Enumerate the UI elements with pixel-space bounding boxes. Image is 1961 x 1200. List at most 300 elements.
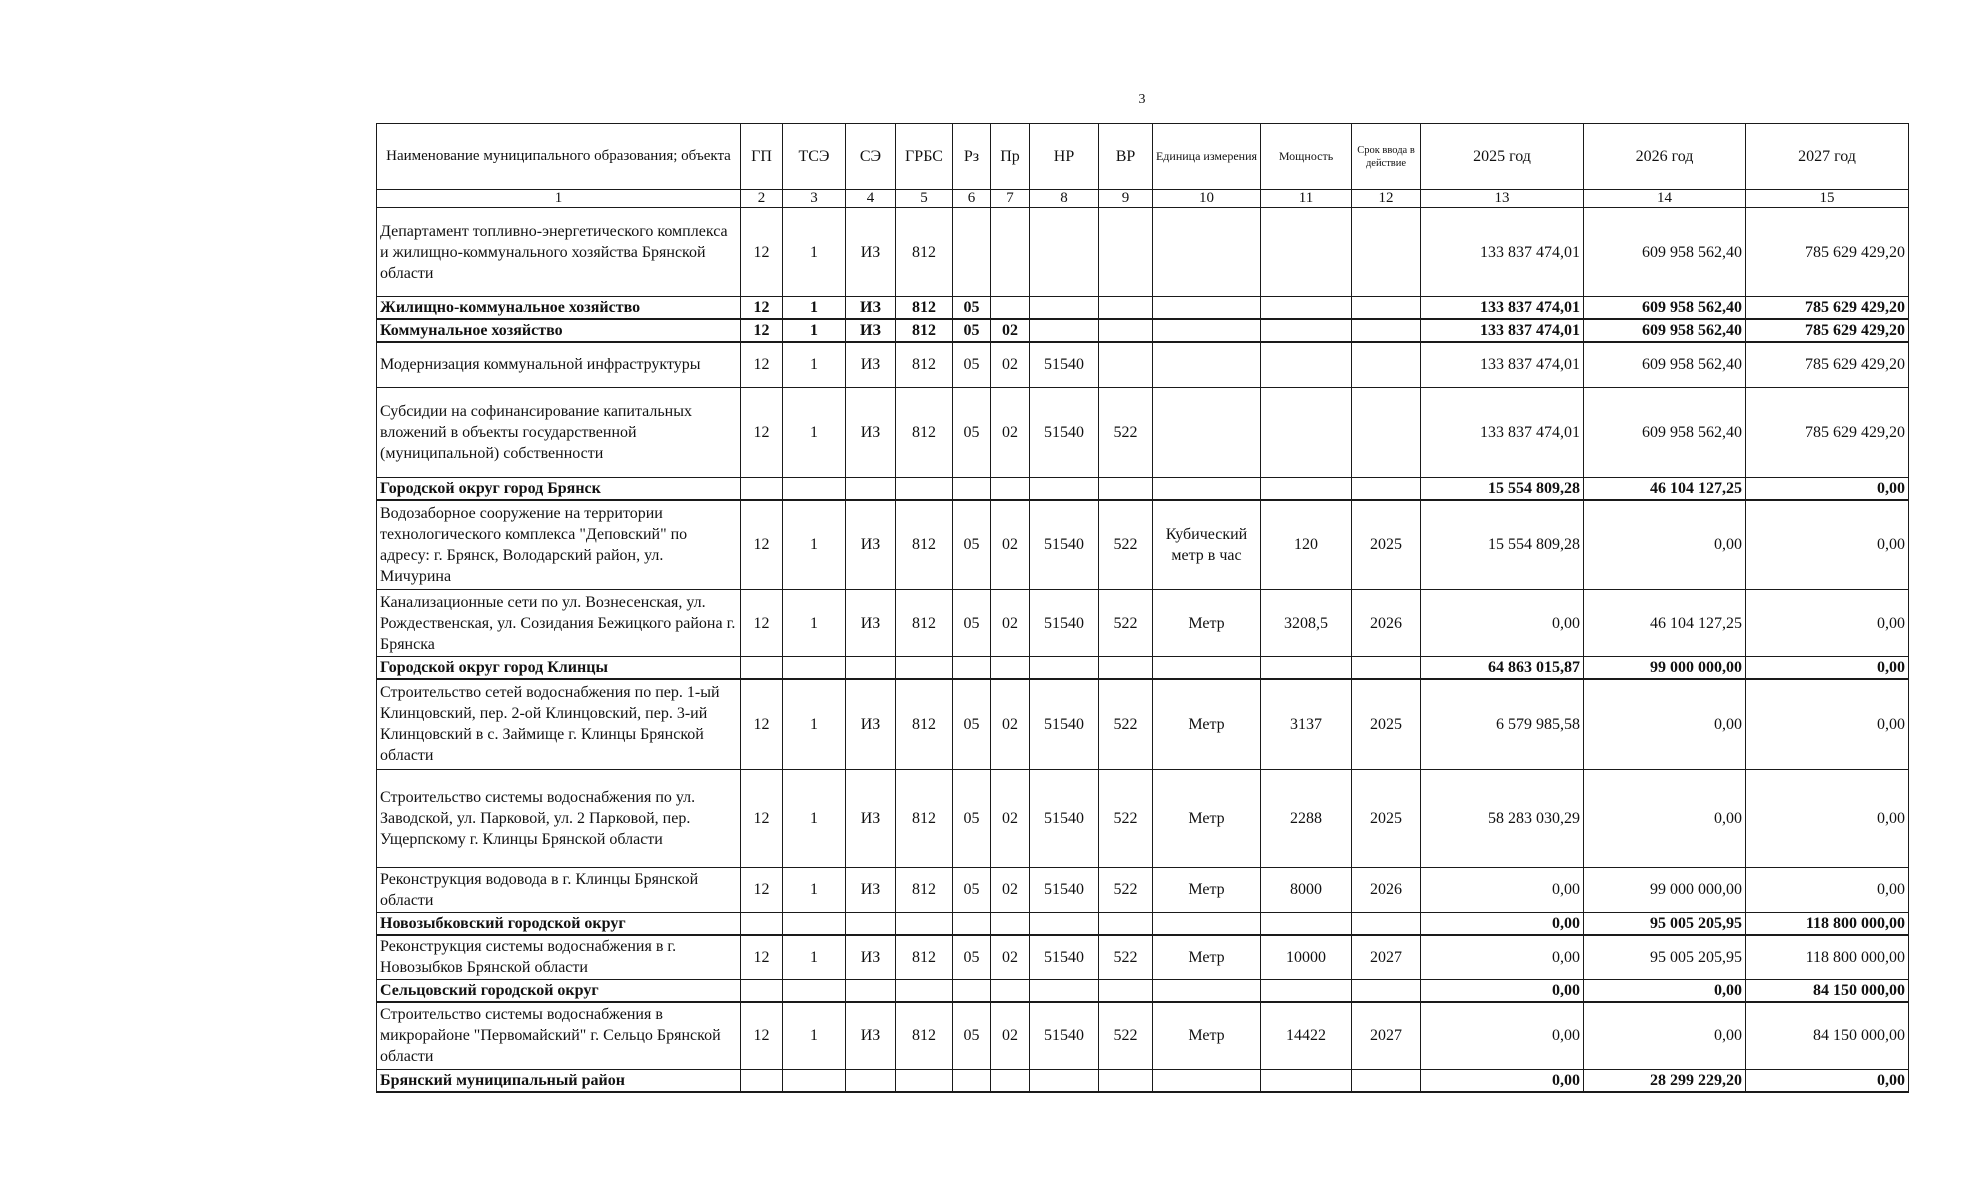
capacity-cell: 3208,5 [1261,590,1352,657]
column-number: 1 [377,190,741,208]
capacity-cell: 10000 [1261,935,1352,980]
pr-cell [991,208,1030,297]
grbs-cell: 812 [896,590,953,657]
pr-cell [991,297,1030,320]
unit-cell: Метр [1153,1002,1261,1069]
amount-2025-cell: 0,00 [1421,935,1584,980]
amount-2026-cell: 28 299 229,20 [1584,1069,1746,1092]
tse-cell [783,912,846,935]
amount-2027-cell: 0,00 [1746,477,1909,500]
grbs-cell [896,477,953,500]
grbs-cell: 812 [896,297,953,320]
vr-cell [1099,980,1153,1003]
grbs-cell [896,657,953,680]
gp-cell: 12 [741,1002,783,1069]
pr-cell: 02 [991,387,1030,477]
amount-2026-cell: 609 958 562,40 [1584,387,1746,477]
unit-cell [1153,657,1261,680]
se-cell: ИЗ [846,208,896,297]
term-cell [1352,980,1421,1003]
se-cell: ИЗ [846,319,896,342]
amount-2027-cell: 118 800 000,00 [1746,912,1909,935]
amount-2026-cell: 0,00 [1584,679,1746,769]
nr-cell: 51540 [1030,387,1099,477]
nr-cell [1030,208,1099,297]
capacity-cell: 8000 [1261,867,1352,912]
nr-cell [1030,319,1099,342]
name-cell: Канализационные сети по ул. Вознесенская, ул. Рождественская, ул. Созидания Бежицкого района г. Брянска [377,590,741,657]
header-vr: ВР [1099,124,1153,190]
amount-2027-cell: 785 629 429,20 [1746,208,1909,297]
se-cell: ИЗ [846,342,896,387]
nr-cell [1030,912,1099,935]
column-number: 7 [991,190,1030,208]
nr-cell: 51540 [1030,935,1099,980]
rz-cell: 05 [953,1002,991,1069]
column-number: 6 [953,190,991,208]
gp-cell: 12 [741,387,783,477]
rz-cell: 05 [953,590,991,657]
grbs-cell: 812 [896,679,953,769]
capacity-cell [1261,980,1352,1003]
amount-2025-cell: 133 837 474,01 [1421,297,1584,320]
capacity-cell [1261,342,1352,387]
amount-2027-cell: 785 629 429,20 [1746,387,1909,477]
term-cell: 2026 [1352,590,1421,657]
se-cell: ИЗ [846,769,896,867]
amount-2025-cell: 15 554 809,28 [1421,477,1584,500]
amount-2026-cell: 95 005 205,95 [1584,935,1746,980]
page-number: 3 [1138,92,1146,107]
name-cell: Строительство системы водоснабжения по ул. Заводской, ул. Парковой, ул. 2 Парковой, пер. Ущерпскому г. Клинцы Брянской области [377,769,741,867]
vr-cell [1099,912,1153,935]
column-number: 13 [1421,190,1584,208]
unit-cell: Кубический метр в час [1153,500,1261,590]
amount-2026-cell: 46 104 127,25 [1584,590,1746,657]
capacity-cell [1261,319,1352,342]
term-cell: 2025 [1352,769,1421,867]
column-number: 15 [1746,190,1909,208]
vr-cell [1099,1069,1153,1092]
se-cell: ИЗ [846,935,896,980]
vr-cell: 522 [1099,387,1153,477]
pr-cell [991,477,1030,500]
term-cell: 2027 [1352,1002,1421,1069]
vr-cell: 522 [1099,867,1153,912]
tse-cell: 1 [783,297,846,320]
se-cell: ИЗ [846,387,896,477]
tse-cell [783,657,846,680]
name-cell: Городской округ город Брянск [377,477,741,500]
rz-cell: 05 [953,297,991,320]
grbs-cell: 812 [896,1002,953,1069]
se-cell: ИЗ [846,867,896,912]
se-cell: ИЗ [846,590,896,657]
table-row-subtotal [377,912,1909,935]
capacity-cell [1261,1069,1352,1092]
header-tse: ТСЭ [783,124,846,190]
nr-cell: 51540 [1030,867,1099,912]
capacity-cell [1261,208,1352,297]
vr-cell: 522 [1099,1002,1153,1069]
nr-cell [1030,980,1099,1003]
amount-2025-cell: 64 863 015,87 [1421,657,1584,680]
rz-cell [953,980,991,1003]
grbs-cell: 812 [896,867,953,912]
tse-cell: 1 [783,500,846,590]
term-cell [1352,657,1421,680]
header-gp: ГП [741,124,783,190]
tse-cell: 1 [783,208,846,297]
header-row [377,124,1909,190]
name-cell: Строительство системы водоснабжения в микрорайоне "Первомайский" г. Сельцо Брянской области [377,1002,741,1069]
pr-cell [991,657,1030,680]
unit-cell: Метр [1153,679,1261,769]
vr-cell [1099,477,1153,500]
capacity-cell [1261,657,1352,680]
amount-2027-cell: 785 629 429,20 [1746,342,1909,387]
table-row-subtotal [377,319,1909,342]
unit-cell [1153,342,1261,387]
amount-2026-cell: 609 958 562,40 [1584,208,1746,297]
column-number: 2 [741,190,783,208]
grbs-cell: 812 [896,342,953,387]
amount-2026-cell: 0,00 [1584,980,1746,1003]
amount-2026-cell: 0,00 [1584,1002,1746,1069]
header-term: Срок ввода в действие [1352,124,1421,190]
amount-2026-cell: 46 104 127,25 [1584,477,1746,500]
header-capacity: Мощность [1261,124,1352,190]
name-cell: Модернизация коммунальной инфраструктуры [377,342,741,387]
header-nr: НР [1030,124,1099,190]
se-cell: ИЗ [846,297,896,320]
column-number: 9 [1099,190,1153,208]
grbs-cell [896,912,953,935]
header-se: СЭ [846,124,896,190]
table-body [377,208,1909,1092]
unit-cell [1153,387,1261,477]
table-row [377,679,1909,769]
amount-2027-cell: 0,00 [1746,590,1909,657]
amount-2025-cell: 15 554 809,28 [1421,500,1584,590]
header-unit: Единица измерения [1153,124,1261,190]
gp-cell [741,912,783,935]
term-cell: 2025 [1352,500,1421,590]
unit-cell: Метр [1153,867,1261,912]
amount-2025-cell: 0,00 [1421,912,1584,935]
grbs-cell [896,980,953,1003]
pr-cell: 02 [991,342,1030,387]
table-row-subtotal [377,657,1909,680]
term-cell: 2027 [1352,935,1421,980]
rz-cell: 05 [953,935,991,980]
grbs-cell: 812 [896,387,953,477]
table-row [377,342,1909,387]
capacity-cell: 14422 [1261,1002,1352,1069]
header-2026: 2026 год [1584,124,1746,190]
nr-cell [1030,657,1099,680]
name-cell: Реконструкция водовода в г. Клинцы Брянской области [377,867,741,912]
amount-2027-cell: 0,00 [1746,1069,1909,1092]
rz-cell: 05 [953,867,991,912]
gp-cell [741,657,783,680]
amount-2026-cell: 609 958 562,40 [1584,319,1746,342]
gp-cell: 12 [741,935,783,980]
se-cell [846,1069,896,1092]
amount-2026-cell: 609 958 562,40 [1584,297,1746,320]
rz-cell: 05 [953,679,991,769]
se-cell: ИЗ [846,1002,896,1069]
tse-cell: 1 [783,679,846,769]
se-cell [846,912,896,935]
nr-cell: 51540 [1030,769,1099,867]
rz-cell [953,657,991,680]
amount-2027-cell: 785 629 429,20 [1746,297,1909,320]
term-cell: 2025 [1352,679,1421,769]
tse-cell: 1 [783,867,846,912]
rz-cell: 05 [953,342,991,387]
tse-cell [783,1069,846,1092]
table-row-subtotal [377,980,1909,1003]
pr-cell: 02 [991,1002,1030,1069]
amount-2027-cell: 0,00 [1746,679,1909,769]
header-pr: Пр [991,124,1030,190]
tse-cell: 1 [783,319,846,342]
rz-cell: 05 [953,387,991,477]
table-row [377,769,1909,867]
amount-2026-cell: 99 000 000,00 [1584,657,1746,680]
tse-cell: 1 [783,769,846,867]
name-cell: Коммунальное хозяйство [377,319,741,342]
unit-cell [1153,912,1261,935]
vr-cell: 522 [1099,590,1153,657]
unit-cell: Метр [1153,935,1261,980]
capacity-cell [1261,477,1352,500]
capacity-cell: 3137 [1261,679,1352,769]
term-cell [1352,912,1421,935]
rz-cell: 05 [953,500,991,590]
vr-cell [1099,297,1153,320]
gp-cell [741,980,783,1003]
header-rz: Рз [953,124,991,190]
se-cell: ИЗ [846,500,896,590]
grbs-cell: 812 [896,935,953,980]
pr-cell: 02 [991,867,1030,912]
grbs-cell: 812 [896,769,953,867]
gp-cell: 12 [741,297,783,320]
pr-cell [991,980,1030,1003]
pr-cell: 02 [991,590,1030,657]
amount-2025-cell: 0,00 [1421,590,1584,657]
column-number: 12 [1352,190,1421,208]
unit-cell [1153,208,1261,297]
capacity-cell: 2288 [1261,769,1352,867]
gp-cell: 12 [741,500,783,590]
amount-2027-cell: 0,00 [1746,867,1909,912]
amount-2025-cell: 133 837 474,01 [1421,208,1584,297]
nr-cell: 51540 [1030,500,1099,590]
rz-cell [953,208,991,297]
name-cell: Брянский муниципальный район [377,1069,741,1092]
vr-cell [1099,319,1153,342]
column-number: 4 [846,190,896,208]
column-number: 5 [896,190,953,208]
tse-cell [783,477,846,500]
capacity-cell [1261,912,1352,935]
name-cell: Жилищно-коммунальное хозяйство [377,297,741,320]
amount-2027-cell: 118 800 000,00 [1746,935,1909,980]
vr-cell: 522 [1099,935,1153,980]
term-cell [1352,342,1421,387]
gp-cell: 12 [741,342,783,387]
term-cell [1352,387,1421,477]
header-2027: 2027 год [1746,124,1909,190]
table-row [377,500,1909,590]
term-cell [1352,297,1421,320]
table-row [377,867,1909,912]
name-cell: Реконструкция системы водоснабжения в г. Новозыбков Брянской области [377,935,741,980]
rz-cell [953,477,991,500]
grbs-cell: 812 [896,500,953,590]
vr-cell: 522 [1099,679,1153,769]
amount-2027-cell: 84 150 000,00 [1746,980,1909,1003]
gp-cell: 12 [741,769,783,867]
column-number: 14 [1584,190,1746,208]
name-cell: Водозаборное сооружение на территории технологического комплекса "Деповский" по адресу: г. Брянск, Володарский район, ул. Мичурина [377,500,741,590]
column-number: 11 [1261,190,1352,208]
amount-2025-cell: 133 837 474,01 [1421,319,1584,342]
column-number: 8 [1030,190,1099,208]
column-number-row [377,190,1909,208]
amount-2025-cell: 6 579 985,58 [1421,679,1584,769]
name-cell: Департамент топливно-энергетического комплекса и жилищно-коммунального хозяйства Брянской области [377,208,741,297]
column-number: 3 [783,190,846,208]
name-cell: Субсидии на софинансирование капитальных вложений в объекты государственной (муниципальной) собственности [377,387,741,477]
tse-cell: 1 [783,342,846,387]
table-row [377,1002,1909,1069]
pr-cell: 02 [991,935,1030,980]
se-cell: ИЗ [846,679,896,769]
tse-cell: 1 [783,1002,846,1069]
pr-cell: 02 [991,769,1030,867]
table-row [377,590,1909,657]
nr-cell: 51540 [1030,679,1099,769]
header-name: Наименование муниципального образования; объекта [377,124,741,190]
se-cell [846,980,896,1003]
nr-cell: 51540 [1030,590,1099,657]
term-cell [1352,208,1421,297]
amount-2025-cell: 58 283 030,29 [1421,769,1584,867]
gp-cell: 12 [741,590,783,657]
rz-cell [953,1069,991,1092]
table-row [377,935,1909,980]
pr-cell [991,912,1030,935]
pr-cell: 02 [991,500,1030,590]
capacity-cell [1261,297,1352,320]
gp-cell [741,477,783,500]
term-cell [1352,1069,1421,1092]
nr-cell [1030,297,1099,320]
amount-2026-cell: 0,00 [1584,500,1746,590]
budget-table [376,123,1909,1093]
grbs-cell [896,1069,953,1092]
header-2025: 2025 год [1421,124,1584,190]
gp-cell: 12 [741,319,783,342]
vr-cell: 522 [1099,500,1153,590]
vr-cell [1099,208,1153,297]
nr-cell: 51540 [1030,1002,1099,1069]
tse-cell: 1 [783,387,846,477]
vr-cell [1099,657,1153,680]
pr-cell: 02 [991,319,1030,342]
unit-cell [1153,980,1261,1003]
tse-cell: 1 [783,590,846,657]
se-cell [846,477,896,500]
tse-cell: 1 [783,935,846,980]
term-cell [1352,319,1421,342]
header-grbs: ГРБС [896,124,953,190]
vr-cell [1099,342,1153,387]
unit-cell [1153,297,1261,320]
unit-cell [1153,1069,1261,1092]
gp-cell: 12 [741,867,783,912]
amount-2025-cell: 133 837 474,01 [1421,387,1584,477]
rz-cell: 05 [953,769,991,867]
rz-cell [953,912,991,935]
gp-cell [741,1069,783,1092]
unit-cell: Метр [1153,769,1261,867]
gp-cell: 12 [741,679,783,769]
term-cell [1352,477,1421,500]
table-row-subtotal [377,1069,1909,1092]
capacity-cell: 120 [1261,500,1352,590]
unit-cell [1153,319,1261,342]
capacity-cell [1261,387,1352,477]
amount-2026-cell: 99 000 000,00 [1584,867,1746,912]
rz-cell: 05 [953,319,991,342]
amount-2026-cell: 95 005 205,95 [1584,912,1746,935]
amount-2027-cell: 0,00 [1746,657,1909,680]
unit-cell [1153,477,1261,500]
nr-cell [1030,1069,1099,1092]
grbs-cell: 812 [896,208,953,297]
grbs-cell: 812 [896,319,953,342]
amount-2027-cell: 785 629 429,20 [1746,319,1909,342]
unit-cell: Метр [1153,590,1261,657]
se-cell [846,657,896,680]
name-cell: Городской округ город Клинцы [377,657,741,680]
nr-cell [1030,477,1099,500]
pr-cell [991,1069,1030,1092]
term-cell: 2026 [1352,867,1421,912]
table-row-subtotal [377,297,1909,320]
amount-2025-cell: 0,00 [1421,980,1584,1003]
table-row [377,208,1909,297]
amount-2025-cell: 0,00 [1421,867,1584,912]
amount-2025-cell: 0,00 [1421,1002,1584,1069]
gp-cell: 12 [741,208,783,297]
amount-2026-cell: 0,00 [1584,769,1746,867]
amount-2027-cell: 0,00 [1746,769,1909,867]
name-cell: Строительство сетей водоснабжения по пер. 1-ый Клинцовский, пер. 2-ой Клинцовский, пер. 3-ий Клинцовский в с. Займище г. Клинцы Брянской области [377,679,741,769]
column-number: 10 [1153,190,1261,208]
amount-2025-cell: 133 837 474,01 [1421,342,1584,387]
table-row [377,387,1909,477]
nr-cell: 51540 [1030,342,1099,387]
amount-2026-cell: 609 958 562,40 [1584,342,1746,387]
amount-2027-cell: 84 150 000,00 [1746,1002,1909,1069]
table-row-subtotal [377,477,1909,500]
